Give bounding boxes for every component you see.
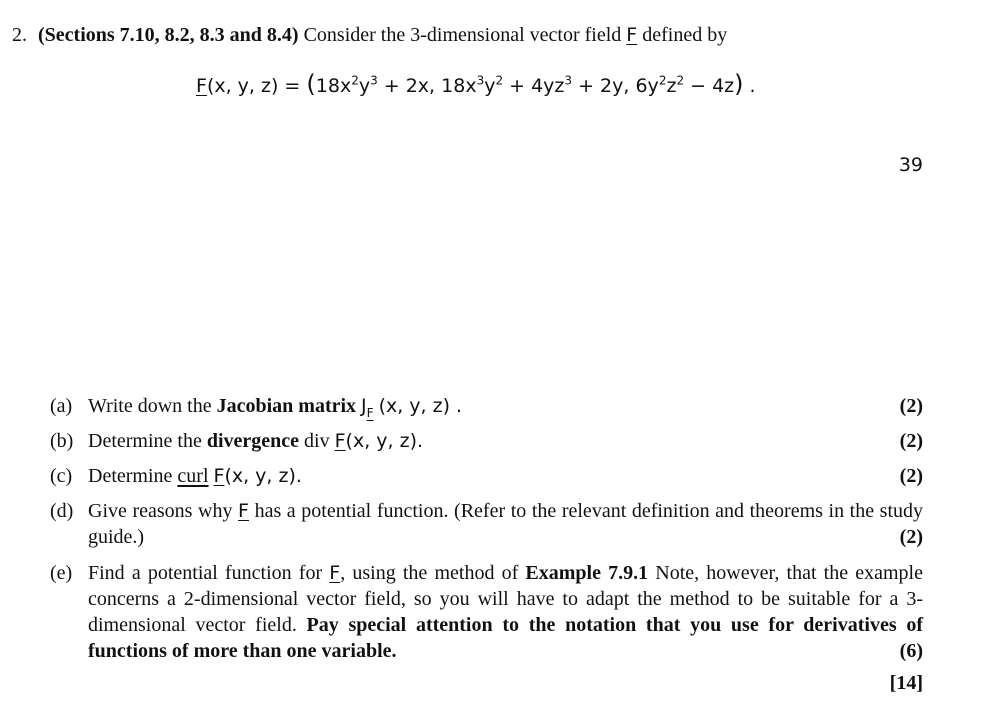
part-c-mark: (2) [899,465,923,487]
question-number: 2. [12,24,27,46]
formula-end: . [743,75,756,97]
part-b-label: (b) [50,430,74,452]
field-symbol: F [626,24,638,46]
part-a-text: Write down the Jacobian matrix $J_F$ (x, y, z) . [88,395,463,420]
question-intro: Consider the 3-dimensional vector field [303,24,622,46]
jacobian-symbol: $J_F$ [361,395,374,420]
vector-field-formula [196,70,756,98]
part-b-mark: (2) [899,430,923,452]
part-a-mark: (2) [899,395,923,417]
formula-term2: $18x^3y^2 + 4yz^3 + 2y$, [441,73,636,97]
formula-close-paren: ) [734,70,744,98]
part-a-label: (a) [50,395,73,417]
page-number-39: 39 [898,154,923,176]
part-c-label: (c) [50,465,73,487]
formula-term1: $18x^2y^3 + 2x$, [315,73,442,97]
part-e-mark: (6) [899,640,923,662]
formula-term3: $6y^2z^2 - 4z$ [635,73,735,97]
formula-field-symbol: F [196,75,207,97]
part-d-mark: (2) [899,526,923,548]
part-b-text: Determine the divergence div F(x, y, z). [88,430,424,452]
formula-lhs: (x, y, z) = [206,75,307,97]
part-e-label: (e) [50,562,73,584]
question-heading [12,22,962,48]
question-sections: (Sections 7.10, 8.2, 8.3 and 8.4) [38,24,299,46]
formula-open-paren: ( [306,70,316,98]
question-intro-end: defined by [642,24,728,46]
part-d-text: Give reasons why F has a potential function. (Refer to the relevant definition and theorems in the study guide.) [88,500,923,548]
part-d-label: (d) [50,500,74,522]
total-marks: [14] [889,672,923,694]
part-c-text: Determine curl F(x, y, z). [88,465,302,487]
part-e-text: Find a potential function for F, using the method of Example 7.9.1 Note, however, that the example concerns a 2-dimensional vector field, so you will have to adapt the method to be suitable for a 3-dimensional vector field. Pay special attention to the notation that you use for derivatives of functions of more than one variable. [88,562,923,662]
